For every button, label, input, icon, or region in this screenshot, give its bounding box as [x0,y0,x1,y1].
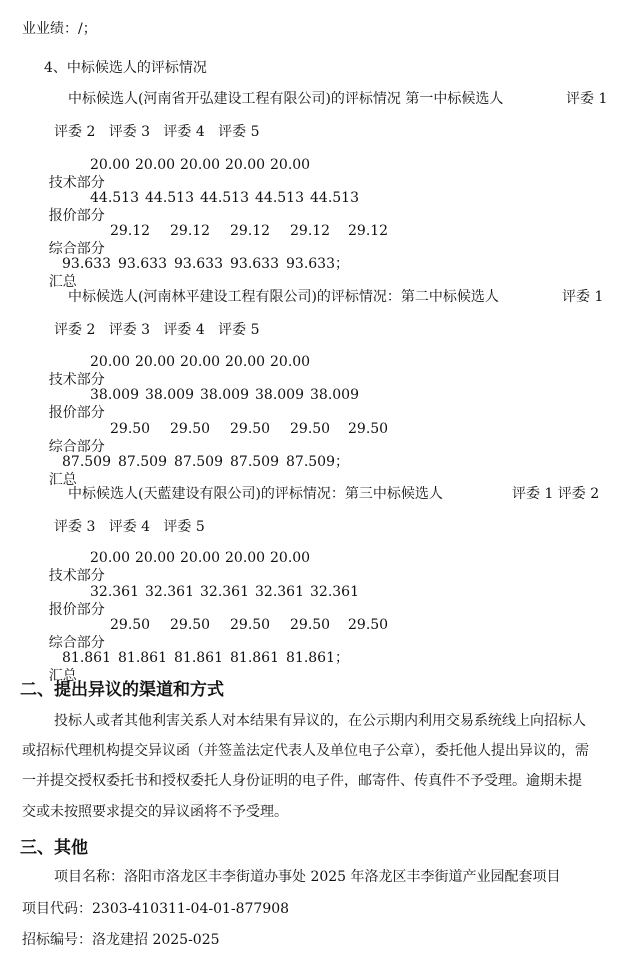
score-cell: 38.009 [255,387,304,403]
score-cell: 29.50 [170,617,211,633]
candidate-1-header-judges: 评委 1 [566,91,608,107]
score-cell: 44.513 [200,190,249,206]
row-label: 综合部分 [48,439,105,455]
score-cell: 20.00 [270,354,311,370]
score-cell: 81.861 [118,650,167,666]
row-label: 报价部分 [48,405,105,421]
score-cell: 29.12 [230,223,271,239]
score-cell: 87.509 [62,454,111,470]
score-cell: 38.009 [310,387,359,403]
score-cell: 32.361 [255,584,304,600]
row-label: 综合部分 [48,241,105,257]
score-cell: 20.00 [180,354,221,370]
score-cell: 29.50 [110,617,151,633]
candidate-3-header-judges: 评委 1 评委 2 [512,486,600,502]
row-label: 汇总 [48,472,77,488]
score-cell: 29.50 [348,617,389,633]
score-cell: 20.00 [225,550,266,566]
score-cell: 93.633 [62,256,111,272]
score-cell: 29.12 [170,223,211,239]
intro-line: 业业绩：/； [22,21,97,37]
score-cell: 29.12 [290,223,331,239]
project-code: 项目代码：2303-410311-04-01-877908 [22,901,290,917]
score-cell: 20.00 [135,550,176,566]
score-cell: 20.00 [135,157,176,173]
candidate-1-header: 中标候选人(河南省开弘建设工程有限公司)的评标情况 第一中标候选人 [68,91,504,107]
score-cell: 81.861 [230,650,279,666]
score-cell: 20.00 [180,157,221,173]
score-cell: 29.12 [348,223,389,239]
score-cell: 32.361 [310,584,359,600]
section2-paragraph-line: 或招标代理机构提交异议函（并签盖法定代表人及单位电子公章），委托他人提出异议的，需 [22,743,589,759]
score-cell: 38.009 [200,387,249,403]
row-label: 汇总 [48,274,77,290]
score-cell: 81.861； [286,650,349,666]
score-cell: 29.50 [230,421,271,437]
score-cell: 20.00 [180,550,221,566]
score-cell: 20.00 [90,157,131,173]
tender-number: 招标编号：洛龙建招 2025-025 [22,932,220,948]
score-cell: 20.00 [225,354,266,370]
score-cell: 20.00 [270,157,311,173]
row-label: 综合部分 [48,635,105,651]
score-cell: 87.509 [118,454,167,470]
score-cell: 29.12 [110,223,151,239]
score-cell: 87.509； [286,454,349,470]
score-cell: 44.513 [255,190,304,206]
score-cell: 81.861 [174,650,223,666]
score-cell: 20.00 [90,550,131,566]
row-label: 技术部分 [48,568,105,584]
score-cell: 44.513 [310,190,359,206]
row-label: 报价部分 [48,602,105,618]
score-cell: 38.009 [145,387,194,403]
candidate-3-header: 中标候选人(天藍建设有限公司)的评标情况：第三中标候选人 [68,486,443,502]
score-cell: 32.361 [90,584,139,600]
score-cell: 32.361 [200,584,249,600]
score-cell: 29.50 [170,421,211,437]
score-cell: 87.509 [230,454,279,470]
row-label: 汇总 [48,668,77,684]
score-cell: 93.633 [118,256,167,272]
candidate-2-header-judges: 评委 1 [562,289,604,305]
score-cell: 20.00 [225,157,266,173]
section4-title: 4、中标候选人的评标情况 [44,60,207,76]
section3-title: 三、其他 [20,838,88,858]
score-cell: 93.633 [230,256,279,272]
project-name: 项目名称：洛阳市洛龙区丰李街道办事处 2025 年洛龙区丰李街道产业园配套项目 [54,869,561,885]
candidate-2-judges-line: 评委 2 评委 3 评委 4 评委 5 [54,322,260,338]
section2-paragraph-line: 投标人或者其他利害关系人对本结果有异议的，在公示期内利用交易系统线上向招标人 [54,713,586,729]
score-cell: 81.861 [62,650,111,666]
score-cell: 29.50 [348,421,389,437]
score-cell: 20.00 [270,550,311,566]
row-label: 报价部分 [48,208,105,224]
score-cell: 29.50 [290,421,331,437]
score-cell: 44.513 [90,190,139,206]
score-cell: 87.509 [174,454,223,470]
score-cell: 93.633 [174,256,223,272]
score-cell: 38.009 [90,387,139,403]
candidate-2-header: 中标候选人(河南林平建设工程有限公司)的评标情况：第二中标候选人 [68,289,499,305]
score-cell: 44.513 [145,190,194,206]
score-cell: 32.361 [145,584,194,600]
section2-title: 二、提出异议的渠道和方式 [20,680,224,700]
score-cell: 20.00 [135,354,176,370]
score-cell: 29.50 [290,617,331,633]
candidate-3-judges-line: 评委 3 评委 4 评委 5 [54,519,205,535]
candidate-1-judges-line: 评委 2 评委 3 评委 4 评委 5 [54,124,260,140]
score-cell: 29.50 [230,617,271,633]
row-label: 技术部分 [48,175,105,191]
score-cell: 29.50 [110,421,151,437]
row-label: 技术部分 [48,372,105,388]
section2-paragraph-line: 交或未按照要求提交的异议函将不予受理。 [22,804,288,820]
score-cell: 93.633； [286,256,349,272]
score-cell: 20.00 [90,354,131,370]
section2-paragraph-line: 一并提交授权委托书和授权委托人身份证明的电子件，邮寄件、传真件不予受理。逾期未提 [22,773,582,789]
